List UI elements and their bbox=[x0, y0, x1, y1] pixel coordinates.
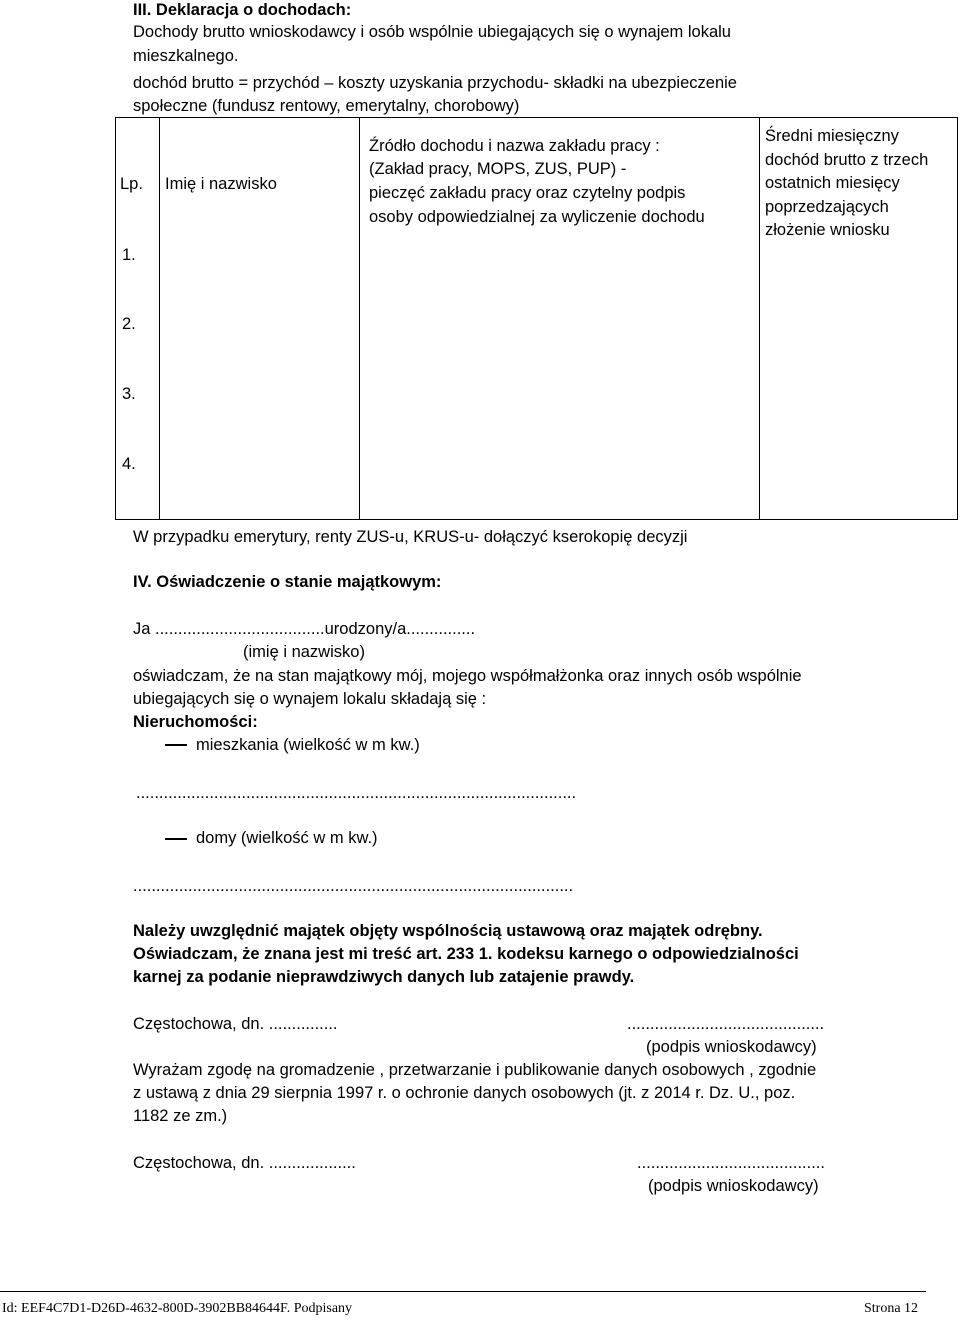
pension-note: W przypadku emerytury, renty ZUS-u, KRUS-u- dołączyć kserokopię decyzji bbox=[133, 528, 688, 546]
row-number: 1. bbox=[122, 246, 136, 264]
income-formula-line1: dochód brutto = przychód – koszty uzyskania przychodu- składki na ubezpieczenie bbox=[133, 74, 737, 92]
ja-line: Ja .....................................urodzony/a............... bbox=[133, 620, 476, 638]
place-date: Częstochowa, dn. ............... bbox=[133, 1015, 338, 1033]
section-3-heading: III. Deklaracja o dochodach: bbox=[133, 1, 352, 19]
fill-in-dots: ................................................................................................ bbox=[136, 784, 577, 802]
consent-line2: z ustawą z dnia 29 sierpnia 1997 r. o ochronie danych osobowych (jt. z 2014 r. Dz. U., poz. bbox=[133, 1084, 796, 1102]
statement-line2: ubiegających się o wynajem lokalu składają się : bbox=[133, 690, 487, 708]
list-dash bbox=[165, 744, 187, 746]
section-3-intro-line2: mieszkalnego. bbox=[133, 47, 239, 65]
property-item-houses: domy (wielkość w m kw.) bbox=[196, 829, 378, 847]
document-id: Id: EEF4C7D1-D26D-4632-800D-3902BB84644F. Podpisany bbox=[2, 1301, 353, 1316]
row-number: 2. bbox=[122, 315, 136, 333]
header-income-line1: Średni miesięczny bbox=[765, 127, 899, 145]
bold-notice-line3: karnej za podanie nieprawdziwych danych lub zatajenie prawdy. bbox=[133, 968, 635, 986]
header-income-line4: poprzedzających bbox=[765, 198, 889, 216]
footer-divider bbox=[0, 1291, 926, 1292]
header-source-line1: Źródło dochodu i nazwa zakładu pracy : bbox=[369, 137, 660, 155]
section-3-intro-line1: Dochody brutto wnioskodawcy i osób wspólnie ubiegających się o wynajem lokalu bbox=[133, 23, 731, 41]
header-source-line4: osoby odpowiedzialnej za wyliczenie dochodu bbox=[369, 208, 705, 226]
consent-line1: Wyrażam zgodę na gromadzenie , przetwarzanie i publikowanie danych osobowych , zgodnie bbox=[133, 1061, 817, 1079]
header-income-line2: dochód brutto z trzech bbox=[765, 151, 929, 169]
income-table bbox=[115, 117, 958, 520]
header-source-line3: pieczęć zakładu pracy oraz czytelny podpis bbox=[369, 184, 686, 202]
signature-dots: ........................................... bbox=[627, 1015, 825, 1033]
consent-line3: 1182 ze zm.) bbox=[133, 1107, 228, 1125]
statement-line1: oświadczam, że na stan majątkowy mój, mojego współmałżonka oraz innych osób wspólnie bbox=[133, 667, 802, 685]
bold-notice-line1: Należy uwzględnić majątek objęty wspólnością ustawową oraz majątek odrębny. bbox=[133, 922, 763, 940]
signature-label: (podpis wnioskodawcy) bbox=[648, 1177, 819, 1195]
section-4-heading: IV. Oświadczenie o stanie majątkowym: bbox=[133, 573, 442, 591]
name-hint: (imię i nazwisko) bbox=[243, 643, 365, 661]
header-source-line2: (Zakład pracy, MOPS, ZUS, PUP) - bbox=[369, 160, 627, 178]
income-formula-line2: społeczne (fundusz rentowy, emerytalny, chorobowy) bbox=[133, 97, 520, 115]
header-lp: Lp. bbox=[120, 175, 143, 193]
property-heading: Nieruchomości: bbox=[133, 713, 258, 731]
row-number: 3. bbox=[122, 385, 136, 403]
header-income-line3: ostatnich miesięcy bbox=[765, 174, 900, 192]
header-name: Imię i nazwisko bbox=[165, 175, 277, 193]
signature-label: (podpis wnioskodawcy) bbox=[646, 1038, 817, 1056]
property-item-flats: mieszkania (wielkość w m kw.) bbox=[196, 736, 420, 754]
place-date: Częstochowa, dn. ................... bbox=[133, 1154, 356, 1172]
fill-in-dots: ................................................................................................ bbox=[133, 877, 574, 895]
page-number: Strona 12 bbox=[864, 1301, 919, 1316]
list-dash bbox=[165, 838, 187, 840]
signature-dots: ......................................... bbox=[637, 1154, 825, 1172]
bold-notice-line2: Oświadczam, że znana jest mi treść art. 233 1. kodeksu karnego o odpowiedzialności bbox=[133, 945, 799, 963]
row-number: 4. bbox=[122, 455, 136, 473]
header-income-line5: złożenie wniosku bbox=[765, 221, 890, 239]
